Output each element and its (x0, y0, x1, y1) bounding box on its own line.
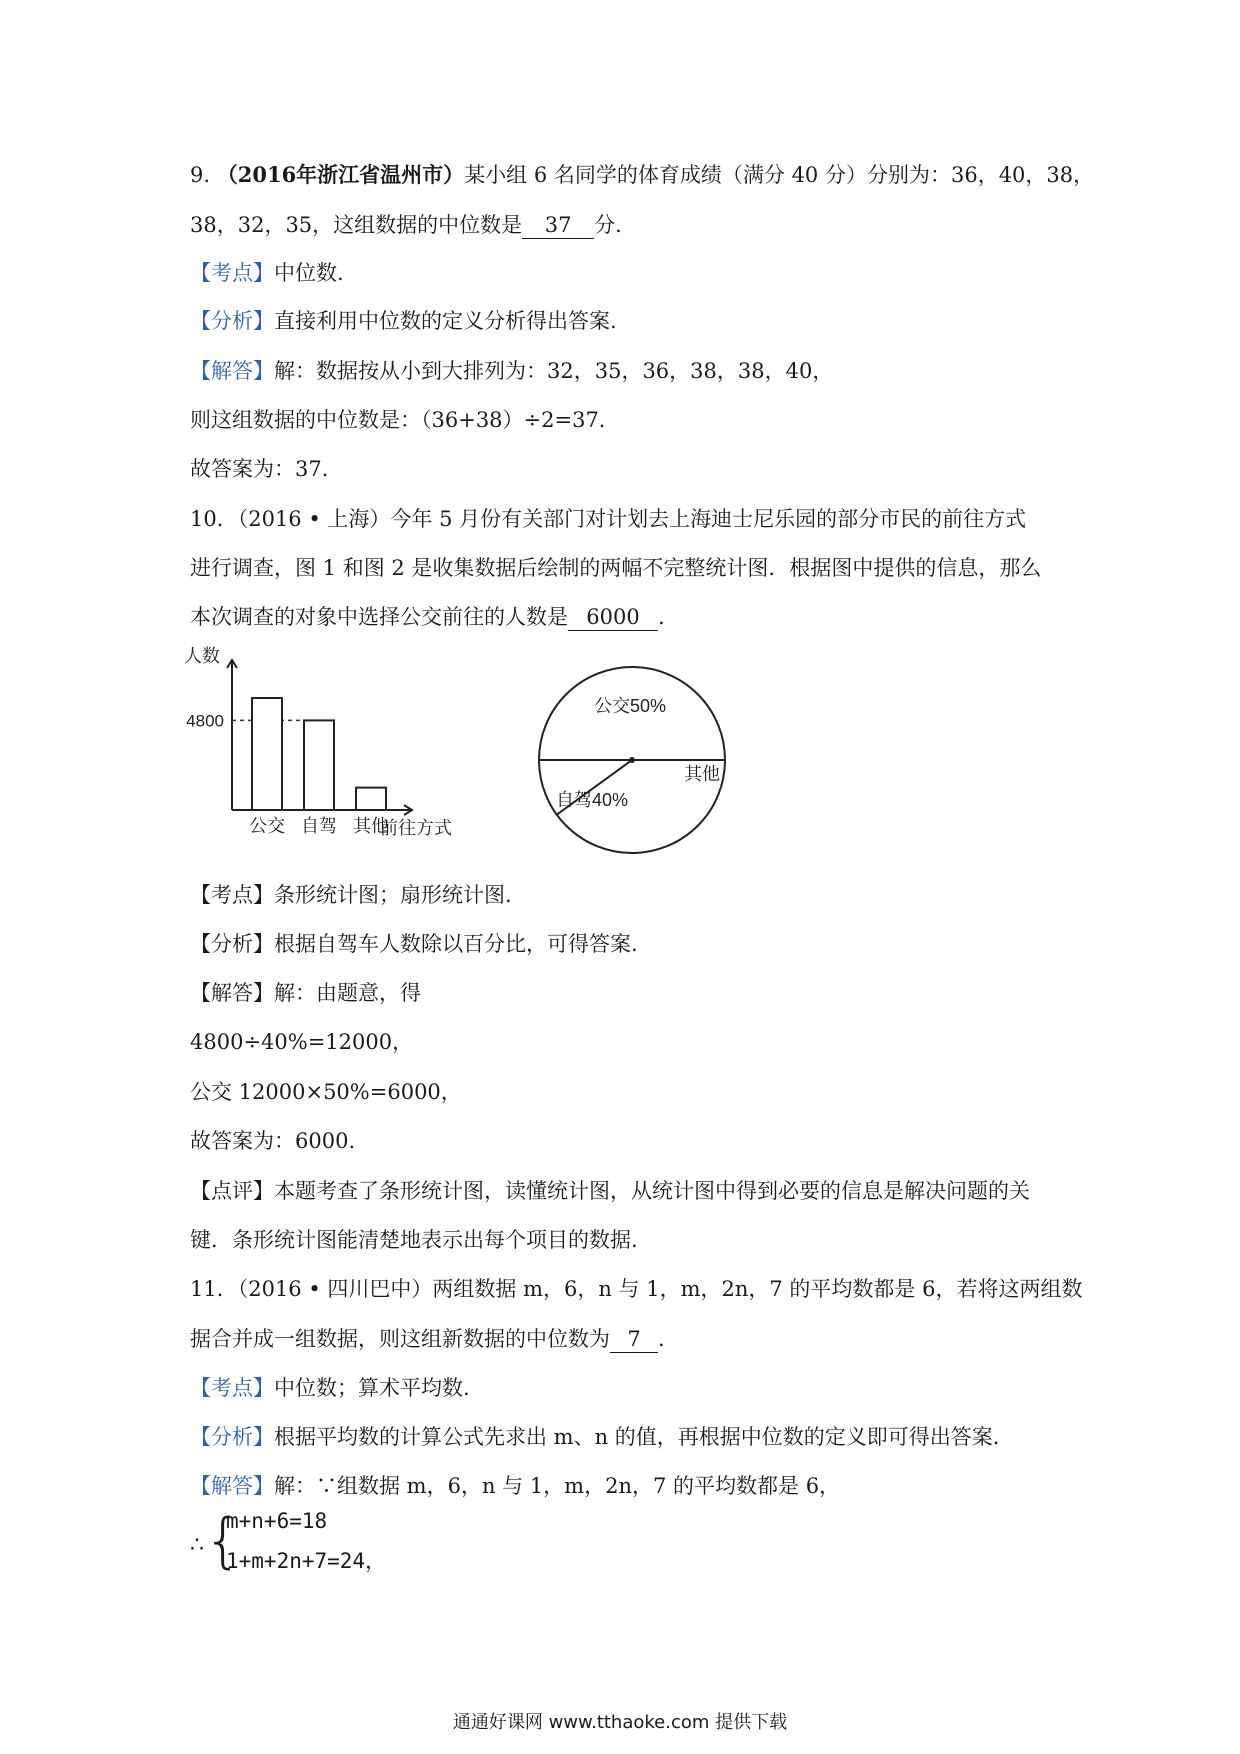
q9-answer-blank: 37 (522, 212, 594, 239)
q9-text-2: 38，32，35，这组数据的中位数是 (190, 213, 523, 237)
bar-1 (304, 720, 334, 810)
q10-answer-blank: 6000 (568, 604, 658, 631)
kaodian-text: 中位数. (274, 261, 344, 285)
dianping-text: 本题考查了条形统计图，读懂统计图，从统计图中得到必要的信息是解决问题的关 (274, 1179, 1030, 1203)
q11-line2 (190, 1324, 665, 1354)
pie-label-2: 其他 (684, 764, 720, 784)
fenxi-tag: 【分析】 (190, 932, 274, 956)
q11-line1: 11．（2016 • 四川巴中）两组数据 m，6，n 与 1，m，2n，7 的平均数都是 6，若将这两组数 (190, 1277, 1083, 1301)
q9-step2: 故答案为：37. (190, 457, 329, 481)
fenxi-tag: 【分析】 (190, 309, 274, 333)
jieda-text: 解：∵组数据 m，6，n 与 1，m，2n，7 的平均数都是 6， (274, 1474, 841, 1498)
equation-2: 1+m+2n+7=24 (226, 1549, 366, 1573)
kaodian-text: 中位数；算术平均数. (274, 1376, 470, 1400)
q10-line1: 10．（2016 • 上海）今年 5 月份有关部门对计划去上海迪士尼乐园的部分市民的前往方式 (190, 507, 1027, 531)
therefore-symbol: ∴ (190, 1533, 204, 1558)
q9-number: 9. (190, 163, 211, 187)
q9-text: 某小组 6 名同学的体育成绩（满分 40 分）分别为：36，40，38， (464, 163, 1095, 187)
equation-1: m+n+6=18 (226, 1509, 328, 1533)
q10-dianping2: 键．条形统计图能清楚地表示出每个项目的数据. (190, 1228, 638, 1252)
x-tick-label-2: 其他 (353, 816, 389, 836)
kaodian-tag: 【考点】 (190, 883, 274, 907)
left-brace-icon: { (204, 1506, 243, 1576)
pie-label-1: 自驾40% (555, 790, 629, 810)
kaodian-tag: 【考点】 (190, 1376, 274, 1400)
q11-jieda (190, 1471, 840, 1501)
q9-line1 (190, 160, 1094, 190)
q9-jieda (190, 356, 833, 386)
q10-dianping (190, 1176, 1030, 1206)
jieda-tag: 【解答】 (190, 1474, 274, 1498)
equation-system (190, 1505, 430, 1581)
pie-label-0: 公交50% (593, 696, 667, 716)
q9-source: （2016年浙江省温州市） (216, 162, 465, 187)
fenxi-text: 根据自驾车人数除以百分比，可得答案. (274, 932, 638, 956)
q10-line3 (190, 602, 665, 632)
q10-fenxi (190, 929, 638, 959)
q9-kaodian (190, 258, 344, 288)
q11-fenxi (190, 1422, 999, 1452)
q10-step3: 故答案为：6000. (190, 1129, 356, 1153)
jieda-tag: 【解答】 (190, 981, 274, 1005)
fenxi-tag: 【分析】 (190, 1425, 274, 1449)
q10-text-3: 本次调查的对象中选择公交前往的人数是 (190, 605, 568, 629)
q10-kaodian (190, 880, 512, 910)
q11-text-3: . (658, 1327, 665, 1351)
jieda-tag: 【解答】 (190, 359, 274, 383)
jieda-text: 解：由题意，得 (274, 981, 421, 1005)
y-tick-label: 4800 (186, 711, 224, 731)
q9-fenxi (190, 306, 617, 336)
q10-text-4: . (658, 605, 665, 629)
q11-kaodian (190, 1373, 470, 1403)
q9-step1: 则这组数据的中位数是：（36+38）÷2=37. (190, 408, 606, 432)
x-tick-label-1: 自驾 (301, 816, 337, 836)
dianping-tag: 【点评】 (190, 1179, 274, 1203)
q9-text-3: 分. (594, 213, 622, 237)
q10-step2: 公交 12000×50%=6000， (190, 1080, 462, 1104)
y-axis-label: 人数 (184, 646, 220, 666)
x-tick-label-0: 公交 (249, 816, 285, 836)
page-footer: 通通好课网 www.tthaoke.com 提供下载 (452, 1712, 788, 1733)
kaodian-text: 条形统计图；扇形统计图. (274, 883, 512, 907)
bar-2 (356, 788, 386, 810)
x-axis-label: 前往方式 (380, 818, 452, 838)
pie-center-dot (629, 757, 635, 763)
fenxi-text: 直接利用中位数的定义分析得出答案. (274, 309, 617, 333)
q10-jieda (190, 978, 421, 1008)
bar-0 (252, 698, 282, 810)
q11-text-2: 据合并成一组数据，则这组新数据的中位数为 (190, 1327, 610, 1351)
equation-tail: ， (365, 1549, 387, 1573)
pie-chart (530, 660, 770, 860)
bar-chart (182, 640, 522, 860)
q11-answer-blank: 7 (610, 1326, 658, 1353)
equation-2-wrap (226, 1545, 386, 1575)
fenxi-text: 根据平均数的计算公式先求出 m、n 的值，再根据中位数的定义即可得出答案. (274, 1425, 1000, 1449)
kaodian-tag: 【考点】 (190, 261, 274, 285)
q10-step1: 4800÷40%=12000， (190, 1030, 414, 1054)
q9-line2 (190, 210, 622, 240)
jieda-text: 解：数据按从小到大排列为：32，35，36，38，38，40， (274, 359, 834, 383)
q10-line2: 进行调查，图 1 和图 2 是收集数据后绘制的两幅不完整统计图．根据图中提供的信息，那么 (190, 556, 1042, 580)
